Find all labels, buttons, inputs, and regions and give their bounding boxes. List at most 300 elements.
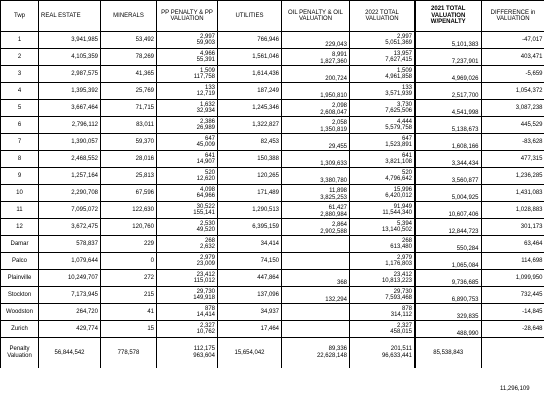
pp-cell-value: 2,997 bbox=[199, 33, 215, 40]
table-row bbox=[1, 270, 415, 287]
real-estate-cell: 264,720 bbox=[39, 304, 101, 321]
pp-cell-value: 878 bbox=[204, 305, 215, 312]
pp-cell-value: 2,530 bbox=[199, 220, 215, 227]
oil-cell-value: 61,427 bbox=[328, 205, 347, 211]
pp-cell-value: 30,522 bbox=[196, 203, 215, 210]
difference-cell: -14,845 bbox=[481, 304, 544, 321]
oil-cell bbox=[282, 66, 350, 83]
real-estate-cell: 1,390,057 bbox=[39, 134, 101, 151]
header-oil: OIL PENALTY & OIL VALUATION bbox=[282, 1, 350, 32]
minerals-cell: 28,016 bbox=[101, 151, 157, 168]
difference-cell: -83,628 bbox=[481, 134, 544, 151]
total-cell bbox=[350, 100, 415, 117]
total-valuation-value: 96,633,441 bbox=[381, 352, 412, 359]
comparison-row bbox=[415, 151, 544, 168]
oil-cell bbox=[282, 304, 350, 321]
comparison-row bbox=[415, 83, 544, 100]
total-cell-value: 3,730 bbox=[396, 101, 412, 108]
township-name: 8 bbox=[1, 151, 39, 168]
table-row bbox=[1, 49, 415, 66]
difference-cell: 477,315 bbox=[481, 151, 544, 168]
pp-cell-value: 155,141 bbox=[193, 210, 215, 216]
pp-cell-value: 133 bbox=[204, 84, 215, 91]
comparison-table bbox=[414, 0, 544, 368]
utilities-cell: 447,864 bbox=[218, 270, 282, 287]
table-row bbox=[1, 100, 415, 117]
oil-cell bbox=[282, 185, 350, 202]
total-cell bbox=[350, 219, 415, 236]
total-cell-value: 15,996 bbox=[393, 186, 412, 193]
utilities-cell: 34,414 bbox=[218, 236, 282, 253]
total-cell bbox=[350, 304, 415, 321]
pp-cell-value: 32,934 bbox=[196, 108, 215, 114]
header-pp: PP PENALTY & PP VALUATION bbox=[157, 1, 218, 32]
total-difference-cell bbox=[481, 338, 544, 368]
pp-cell bbox=[157, 253, 218, 270]
total-cell bbox=[350, 83, 415, 100]
real-estate-cell: 1,079,644 bbox=[39, 253, 101, 270]
utilities-cell: 1,614,436 bbox=[218, 66, 282, 83]
pp-cell-value: 29,730 bbox=[196, 288, 215, 295]
total-pp-value: 963,604 bbox=[193, 352, 215, 359]
oil-cell bbox=[282, 32, 350, 49]
table-row bbox=[1, 32, 415, 49]
pp-cell-value: 2,386 bbox=[199, 118, 215, 125]
table-row bbox=[1, 253, 415, 270]
difference-cell: 1,236,285 bbox=[481, 168, 544, 185]
total-minerals: 778,578 bbox=[101, 338, 157, 368]
total-cell-value: 6,420,012 bbox=[385, 193, 412, 199]
total-cell-value: 641 bbox=[401, 152, 412, 159]
total-cell-value: 7,627,415 bbox=[385, 57, 412, 63]
oil-cell-value: 3,380,780 bbox=[320, 177, 347, 184]
total-label-line: Penalty bbox=[9, 346, 30, 353]
pp-cell-value: 117,758 bbox=[193, 74, 215, 80]
total-valuation bbox=[350, 338, 415, 368]
utilities-cell: 82,453 bbox=[218, 134, 282, 151]
total-cell bbox=[350, 168, 415, 185]
total-cell-value: 520 bbox=[401, 169, 412, 176]
difference-cell: 445,529 bbox=[481, 117, 544, 134]
valuation-2021-cell: 7,237,901 bbox=[415, 49, 481, 66]
table-row bbox=[1, 66, 415, 83]
comparison-row bbox=[415, 321, 544, 338]
table-row bbox=[1, 236, 415, 253]
pp-cell-value: 12,719 bbox=[196, 91, 215, 97]
valuation-2021-cell: 5,004,925 bbox=[415, 185, 481, 202]
total-cell-value: 10,813,223 bbox=[381, 278, 412, 284]
oil-cell bbox=[282, 168, 350, 185]
total-cell bbox=[350, 253, 415, 270]
minerals-cell: 120,760 bbox=[101, 219, 157, 236]
difference-cell: 1,028,883 bbox=[481, 202, 544, 219]
oil-cell-value: 1,309,633 bbox=[320, 160, 347, 167]
valuation-2021-cell: 1,065,084 bbox=[415, 253, 481, 270]
comparison-total-row bbox=[415, 338, 544, 368]
pp-cell bbox=[157, 202, 218, 219]
table-row bbox=[1, 202, 415, 219]
valuation-2021-cell: 6,890,753 bbox=[415, 287, 481, 304]
total-real-estate: 56,844,542 bbox=[39, 338, 101, 368]
minerals-cell: 215 bbox=[101, 287, 157, 304]
pp-cell-value: 14,414 bbox=[196, 312, 215, 318]
pp-cell-value: 64,966 bbox=[196, 193, 215, 199]
total-difference: 11,296,109 bbox=[500, 386, 530, 392]
valuation-2021-cell: 9,736,685 bbox=[415, 270, 481, 287]
total-cell-value: 133 bbox=[401, 84, 412, 91]
comparison-row bbox=[415, 185, 544, 202]
header-real-estate: REAL ESTATE bbox=[39, 1, 101, 32]
oil-cell-value: 2,608,047 bbox=[320, 109, 347, 116]
total-cell-value: 1,509 bbox=[396, 67, 412, 74]
valuation-2021-cell: 12,844,723 bbox=[415, 219, 481, 236]
oil-cell-value: 3,825,253 bbox=[320, 194, 347, 201]
difference-cell: 1,054,372 bbox=[481, 83, 544, 100]
total-cell-value: 458,015 bbox=[390, 329, 412, 335]
utilities-cell: 1,290,513 bbox=[218, 202, 282, 219]
minerals-cell: 122,630 bbox=[101, 202, 157, 219]
pp-cell-value: 115,012 bbox=[193, 278, 215, 284]
pp-cell-value: 2,632 bbox=[199, 244, 215, 250]
valuation-2021-cell: 10,607,406 bbox=[415, 202, 481, 219]
total-label-line: Valuation bbox=[7, 352, 32, 359]
table-row bbox=[1, 219, 415, 236]
total-cell-value: 2,979 bbox=[396, 254, 412, 261]
township-name: Woodston bbox=[1, 304, 39, 321]
valuation-2021-cell: 550,284 bbox=[415, 236, 481, 253]
oil-cell bbox=[282, 236, 350, 253]
total-cell bbox=[350, 321, 415, 338]
comparison-row bbox=[415, 304, 544, 321]
real-estate-cell: 1,395,392 bbox=[39, 83, 101, 100]
oil-cell bbox=[282, 117, 350, 134]
utilities-cell: 1,561,046 bbox=[218, 49, 282, 66]
side-header-row bbox=[415, 1, 544, 32]
oil-cell bbox=[282, 134, 350, 151]
utilities-cell: 1,322,827 bbox=[218, 117, 282, 134]
difference-cell: 114,698 bbox=[481, 253, 544, 270]
pp-cell-value: 2,327 bbox=[199, 322, 215, 329]
pp-cell-value: 149,918 bbox=[193, 295, 215, 301]
minerals-cell: 0 bbox=[101, 253, 157, 270]
total-cell bbox=[350, 134, 415, 151]
minerals-cell: 272 bbox=[101, 270, 157, 287]
difference-cell: 403,471 bbox=[481, 49, 544, 66]
total-cell-value: 29,730 bbox=[393, 288, 412, 295]
total-cell-value: 4,961,858 bbox=[385, 74, 412, 80]
real-estate-cell: 3,667,464 bbox=[39, 100, 101, 117]
total-cell-value: 5,394 bbox=[396, 220, 412, 227]
total-cell bbox=[350, 66, 415, 83]
oil-cell bbox=[282, 253, 350, 270]
difference-cell: 3,087,238 bbox=[481, 100, 544, 117]
difference-cell: 1,431,083 bbox=[481, 185, 544, 202]
table-row bbox=[1, 304, 415, 321]
header-row bbox=[1, 1, 415, 32]
total-cell-value: 7,625,506 bbox=[385, 108, 412, 114]
total-cell bbox=[350, 32, 415, 49]
minerals-cell: 53,492 bbox=[101, 32, 157, 49]
oil-cell-value: 1,950,810 bbox=[320, 92, 347, 99]
total-cell-value: 7,593,468 bbox=[385, 295, 412, 301]
real-estate-cell: 7,173,945 bbox=[39, 287, 101, 304]
township-name: 7 bbox=[1, 134, 39, 151]
township-name: 1 bbox=[1, 32, 39, 49]
pp-cell bbox=[157, 151, 218, 168]
oil-cell-value: 229,043 bbox=[325, 41, 347, 48]
township-name: 4 bbox=[1, 83, 39, 100]
total-oil-value: 22,628,148 bbox=[316, 352, 347, 359]
oil-cell bbox=[282, 100, 350, 117]
header-twp: Twp bbox=[1, 1, 39, 32]
header-difference: DIFFERENCE in VALUATION bbox=[481, 1, 544, 32]
pp-cell-value: 49,520 bbox=[196, 227, 215, 233]
pp-cell bbox=[157, 287, 218, 304]
valuation-2021-cell: 3,560,877 bbox=[415, 168, 481, 185]
total-cell-value: 4,796,642 bbox=[385, 176, 412, 182]
pp-cell bbox=[157, 49, 218, 66]
comparison-row bbox=[415, 32, 544, 49]
minerals-cell: 71,715 bbox=[101, 100, 157, 117]
total-cell bbox=[350, 236, 415, 253]
pp-cell bbox=[157, 117, 218, 134]
real-estate-cell: 2,796,112 bbox=[39, 117, 101, 134]
utilities-cell: 150,388 bbox=[218, 151, 282, 168]
minerals-cell: 229 bbox=[101, 236, 157, 253]
oil-cell bbox=[282, 219, 350, 236]
utilities-cell: 120,265 bbox=[218, 168, 282, 185]
oil-cell bbox=[282, 151, 350, 168]
oil-cell bbox=[282, 321, 350, 338]
total-cell-value: 268 bbox=[401, 237, 412, 244]
pp-cell-value: 1,632 bbox=[199, 101, 215, 108]
real-estate-cell: 4,105,359 bbox=[39, 49, 101, 66]
pp-cell bbox=[157, 236, 218, 253]
oil-cell bbox=[282, 202, 350, 219]
header-utilities: UTILITIES bbox=[218, 1, 282, 32]
valuation-2021-cell: 5,101,383 bbox=[415, 32, 481, 49]
real-estate-cell: 2,290,708 bbox=[39, 185, 101, 202]
minerals-cell: 15 bbox=[101, 321, 157, 338]
valuation-2021-cell: 1,608,166 bbox=[415, 134, 481, 151]
total-cell-value: 91,949 bbox=[393, 203, 412, 210]
pp-cell-value: 23,009 bbox=[196, 261, 215, 267]
table-row bbox=[1, 168, 415, 185]
real-estate-cell: 2,468,552 bbox=[39, 151, 101, 168]
oil-cell-value: 1,350,819 bbox=[320, 126, 347, 133]
total-pp bbox=[157, 338, 218, 368]
comparison-row bbox=[415, 134, 544, 151]
utilities-cell: 766,946 bbox=[218, 32, 282, 49]
difference-cell: -28,648 bbox=[481, 321, 544, 338]
total-cell-value: 1,176,803 bbox=[385, 261, 412, 267]
pp-cell bbox=[157, 321, 218, 338]
pp-cell-value: 647 bbox=[204, 135, 215, 142]
comparison-row bbox=[415, 100, 544, 117]
difference-cell: 732,445 bbox=[481, 287, 544, 304]
oil-cell-value: 200,724 bbox=[325, 75, 347, 82]
header-total: 2022 TOTAL VALUATION bbox=[350, 1, 415, 32]
township-name: 9 bbox=[1, 168, 39, 185]
valuation-2021-cell: 329,835 bbox=[415, 304, 481, 321]
utilities-cell: 17,464 bbox=[218, 321, 282, 338]
real-estate-cell: 10,249,707 bbox=[39, 270, 101, 287]
comparison-row bbox=[415, 236, 544, 253]
oil-cell-value: 2,864 bbox=[331, 222, 347, 228]
pp-cell bbox=[157, 32, 218, 49]
comparison-row bbox=[415, 66, 544, 83]
table-row bbox=[1, 117, 415, 134]
utilities-cell: 171,489 bbox=[218, 185, 282, 202]
pp-cell bbox=[157, 185, 218, 202]
total-pp-value: 112,175 bbox=[193, 346, 215, 353]
total-cell-value: 11,544,340 bbox=[382, 210, 412, 216]
minerals-cell: 25,769 bbox=[101, 83, 157, 100]
pp-cell bbox=[157, 270, 218, 287]
total-cell-value: 613,480 bbox=[390, 244, 412, 250]
utilities-cell: 74,150 bbox=[218, 253, 282, 270]
utilities-cell: 137,096 bbox=[218, 287, 282, 304]
pp-cell-value: 268 bbox=[204, 237, 215, 244]
difference-cell: 63,464 bbox=[481, 236, 544, 253]
total-cell-value: 1,523,891 bbox=[385, 142, 412, 148]
township-name: 2 bbox=[1, 49, 39, 66]
total-cell bbox=[350, 49, 415, 66]
minerals-cell: 25,813 bbox=[101, 168, 157, 185]
header-minerals: MINERALS bbox=[101, 1, 157, 32]
comparison-row bbox=[415, 253, 544, 270]
oil-cell-value: 1,827,360 bbox=[320, 58, 347, 65]
utilities-cell: 34,937 bbox=[218, 304, 282, 321]
oil-cell bbox=[282, 287, 350, 304]
header-2021-total: 2021 TOTAL VALUATION W/PENALTY bbox=[415, 1, 481, 32]
total-cell-value: 13,957 bbox=[393, 50, 412, 57]
difference-cell: 301,173 bbox=[481, 219, 544, 236]
oil-cell-value: 8,991 bbox=[331, 52, 347, 58]
total-oil-value: 89,336 bbox=[328, 346, 347, 353]
pp-cell-value: 641 bbox=[204, 152, 215, 159]
table-row bbox=[1, 185, 415, 202]
real-estate-cell: 3,941,985 bbox=[39, 32, 101, 49]
total-2021-valuation: 85,538,843 bbox=[415, 338, 481, 368]
pp-cell-value: 520 bbox=[204, 169, 215, 176]
pp-cell-value: 14,907 bbox=[196, 159, 215, 165]
oil-cell bbox=[282, 49, 350, 66]
comparison-row bbox=[415, 168, 544, 185]
table-row bbox=[1, 134, 415, 151]
valuation-2021-cell: 5,138,673 bbox=[415, 117, 481, 134]
pp-cell bbox=[157, 134, 218, 151]
difference-cell: -47,017 bbox=[481, 32, 544, 49]
valuation-2021-cell: 3,344,434 bbox=[415, 151, 481, 168]
difference-cell: -5,659 bbox=[481, 66, 544, 83]
pp-cell-value: 59,903 bbox=[196, 40, 215, 46]
township-name: 3 bbox=[1, 66, 39, 83]
real-estate-cell: 429,774 bbox=[39, 321, 101, 338]
real-estate-cell: 7,095,072 bbox=[39, 202, 101, 219]
total-cell bbox=[350, 287, 415, 304]
total-cell-value: 23,412 bbox=[393, 271, 412, 278]
township-name: Zurich bbox=[1, 321, 39, 338]
township-name: 5 bbox=[1, 100, 39, 117]
total-cell bbox=[350, 185, 415, 202]
total-cell-value: 314,112 bbox=[390, 312, 412, 318]
valuation-2021-cell: 488,990 bbox=[415, 321, 481, 338]
utilities-cell: 6,395,159 bbox=[218, 219, 282, 236]
pp-cell bbox=[157, 304, 218, 321]
comparison-row bbox=[415, 117, 544, 134]
minerals-cell: 67,596 bbox=[101, 185, 157, 202]
pp-cell-value: 2,979 bbox=[199, 254, 215, 261]
pp-cell-value: 12,620 bbox=[196, 176, 215, 182]
comparison-row bbox=[415, 49, 544, 66]
total-cell bbox=[350, 151, 415, 168]
total-valuation-value: 201,511 bbox=[390, 346, 412, 353]
oil-cell bbox=[282, 83, 350, 100]
utilities-cell: 1,245,346 bbox=[218, 100, 282, 117]
comparison-row bbox=[415, 202, 544, 219]
total-cell-value: 3,571,939 bbox=[385, 91, 412, 97]
oil-cell-value: 2,880,984 bbox=[320, 211, 347, 218]
oil-cell-value: 2,098 bbox=[331, 103, 347, 109]
total-cell bbox=[350, 270, 415, 287]
township-name: Palco bbox=[1, 253, 39, 270]
pp-cell-value: 55,391 bbox=[196, 57, 215, 63]
township-name: 10 bbox=[1, 185, 39, 202]
township-name: Plainville bbox=[1, 270, 39, 287]
valuation-2021-cell: 4,541,998 bbox=[415, 100, 481, 117]
total-cell bbox=[350, 202, 415, 219]
table-row bbox=[1, 83, 415, 100]
pp-cell bbox=[157, 66, 218, 83]
oil-cell-value: 11,898 bbox=[329, 188, 347, 194]
oil-cell-value: 132,294 bbox=[325, 296, 347, 303]
pp-cell bbox=[157, 168, 218, 185]
pp-cell-value: 4,098 bbox=[199, 186, 215, 193]
pp-cell-value: 45,009 bbox=[196, 142, 215, 148]
valuation-2021-cell: 4,969,026 bbox=[415, 66, 481, 83]
total-cell bbox=[350, 117, 415, 134]
pp-cell-value: 23,412 bbox=[196, 271, 215, 278]
comparison-row bbox=[415, 219, 544, 236]
comparison-row bbox=[415, 270, 544, 287]
township-name: 6 bbox=[1, 117, 39, 134]
total-cell-value: 3,821,108 bbox=[385, 159, 412, 165]
total-row bbox=[1, 338, 415, 368]
minerals-cell: 78,269 bbox=[101, 49, 157, 66]
total-cell-value: 2,997 bbox=[396, 33, 412, 40]
township-name: 12 bbox=[1, 219, 39, 236]
oil-cell-value: 368 bbox=[336, 279, 347, 286]
township-name: Damar bbox=[1, 236, 39, 253]
total-cell-value: 5,579,758 bbox=[385, 125, 412, 131]
real-estate-cell: 2,987,575 bbox=[39, 66, 101, 83]
total-cell-value: 4,444 bbox=[396, 118, 412, 125]
table-row bbox=[1, 151, 415, 168]
real-estate-cell: 578,837 bbox=[39, 236, 101, 253]
minerals-cell: 41 bbox=[101, 304, 157, 321]
utilities-cell: 187,249 bbox=[218, 83, 282, 100]
pp-cell-value: 10,762 bbox=[196, 329, 215, 335]
oil-cell bbox=[282, 270, 350, 287]
oil-cell-value: 29,455 bbox=[328, 143, 347, 150]
township-name: 11 bbox=[1, 202, 39, 219]
minerals-cell: 59,370 bbox=[101, 134, 157, 151]
valuation-2021-cell: 2,517,700 bbox=[415, 83, 481, 100]
total-cell-value: 647 bbox=[401, 135, 412, 142]
total-cell-value: 5,051,369 bbox=[385, 40, 412, 46]
pp-cell bbox=[157, 219, 218, 236]
